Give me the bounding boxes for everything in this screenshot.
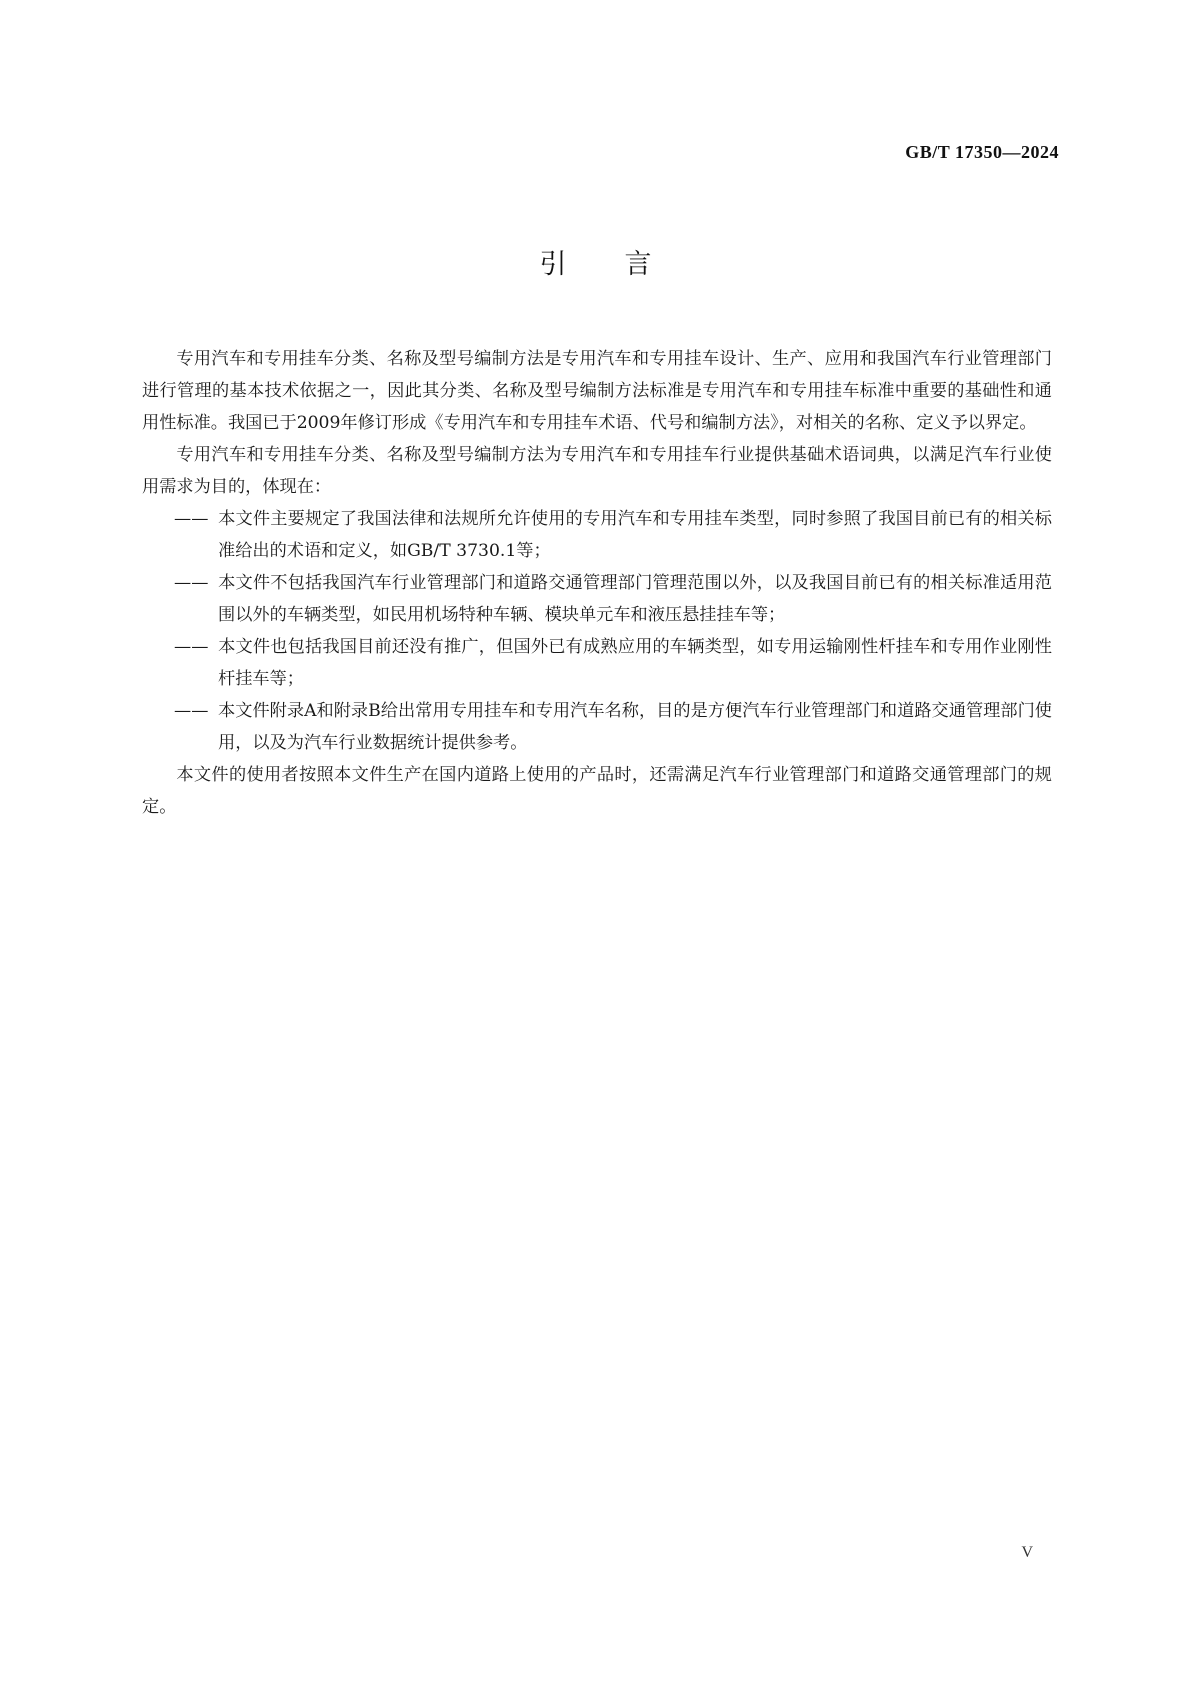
list-item-text: 本文件不包括我国汽车行业管理部门和道路交通管理部门管理范围以外，以及我国目前已有的相关标准适用范围以外的车辆类型，如民用机场特种车辆、模块单元车和液压悬挂挂车等； (218, 573, 1052, 625)
list-dash: —— (174, 637, 209, 657)
list-item (142, 567, 1052, 631)
list-item (142, 503, 1052, 567)
list-dash: —— (174, 701, 209, 721)
closing-paragraph: 本文件的使用者按照本文件生产在国内道路上使用的产品时，还需满足汽车行业管理部门和道路交通管理部门的规定。 (142, 765, 1052, 817)
list-item-text: 本文件也包括我国目前还没有推广，但国外已有成熟应用的车辆类型，如专用运输刚性杆挂车和专用作业刚性杆挂车等； (218, 637, 1052, 689)
introduction-body (142, 343, 1052, 823)
list-item-text: 本文件附录A和附录B给出常用专用挂车和专用汽车名称，目的是方便汽车行业管理部门和道路交通管理部门使用，以及为汽车行业数据统计提供参考。 (218, 701, 1052, 753)
page-number: V (1021, 1544, 1033, 1561)
list-item (142, 631, 1052, 695)
list-dash: —— (174, 573, 209, 593)
document-code: GB/T 17350—2024 (905, 142, 1059, 162)
list-dash: —— (174, 509, 209, 529)
section-title: 引言 (539, 249, 710, 280)
list-item (142, 695, 1052, 759)
paragraph-1: 专用汽车和专用挂车分类、名称及型号编制方法是专用汽车和专用挂车设计、生产、应用和我国汽车行业管理部门进行管理的基本技术依据之一，因此其分类、名称及型号编制方法标准是专用汽车和专用挂车标准中重要的基础性和通用性标准。我国已于2009年修订形成《专用汽车和专用挂车术语、代号和编制方法》，对相关的名称、定义予以界定。 (142, 349, 1052, 433)
paragraph-2: 专用汽车和专用挂车分类、名称及型号编制方法为专用汽车和专用挂车行业提供基础术语词典，以满足汽车行业使用需求为目的，体现在： (142, 445, 1052, 497)
list-item-text: 本文件主要规定了我国法律和法规所允许使用的专用汽车和专用挂车类型，同时参照了我国目前已有的相关标准给出的术语和定义，如GB/T 3730.1等； (218, 509, 1052, 561)
